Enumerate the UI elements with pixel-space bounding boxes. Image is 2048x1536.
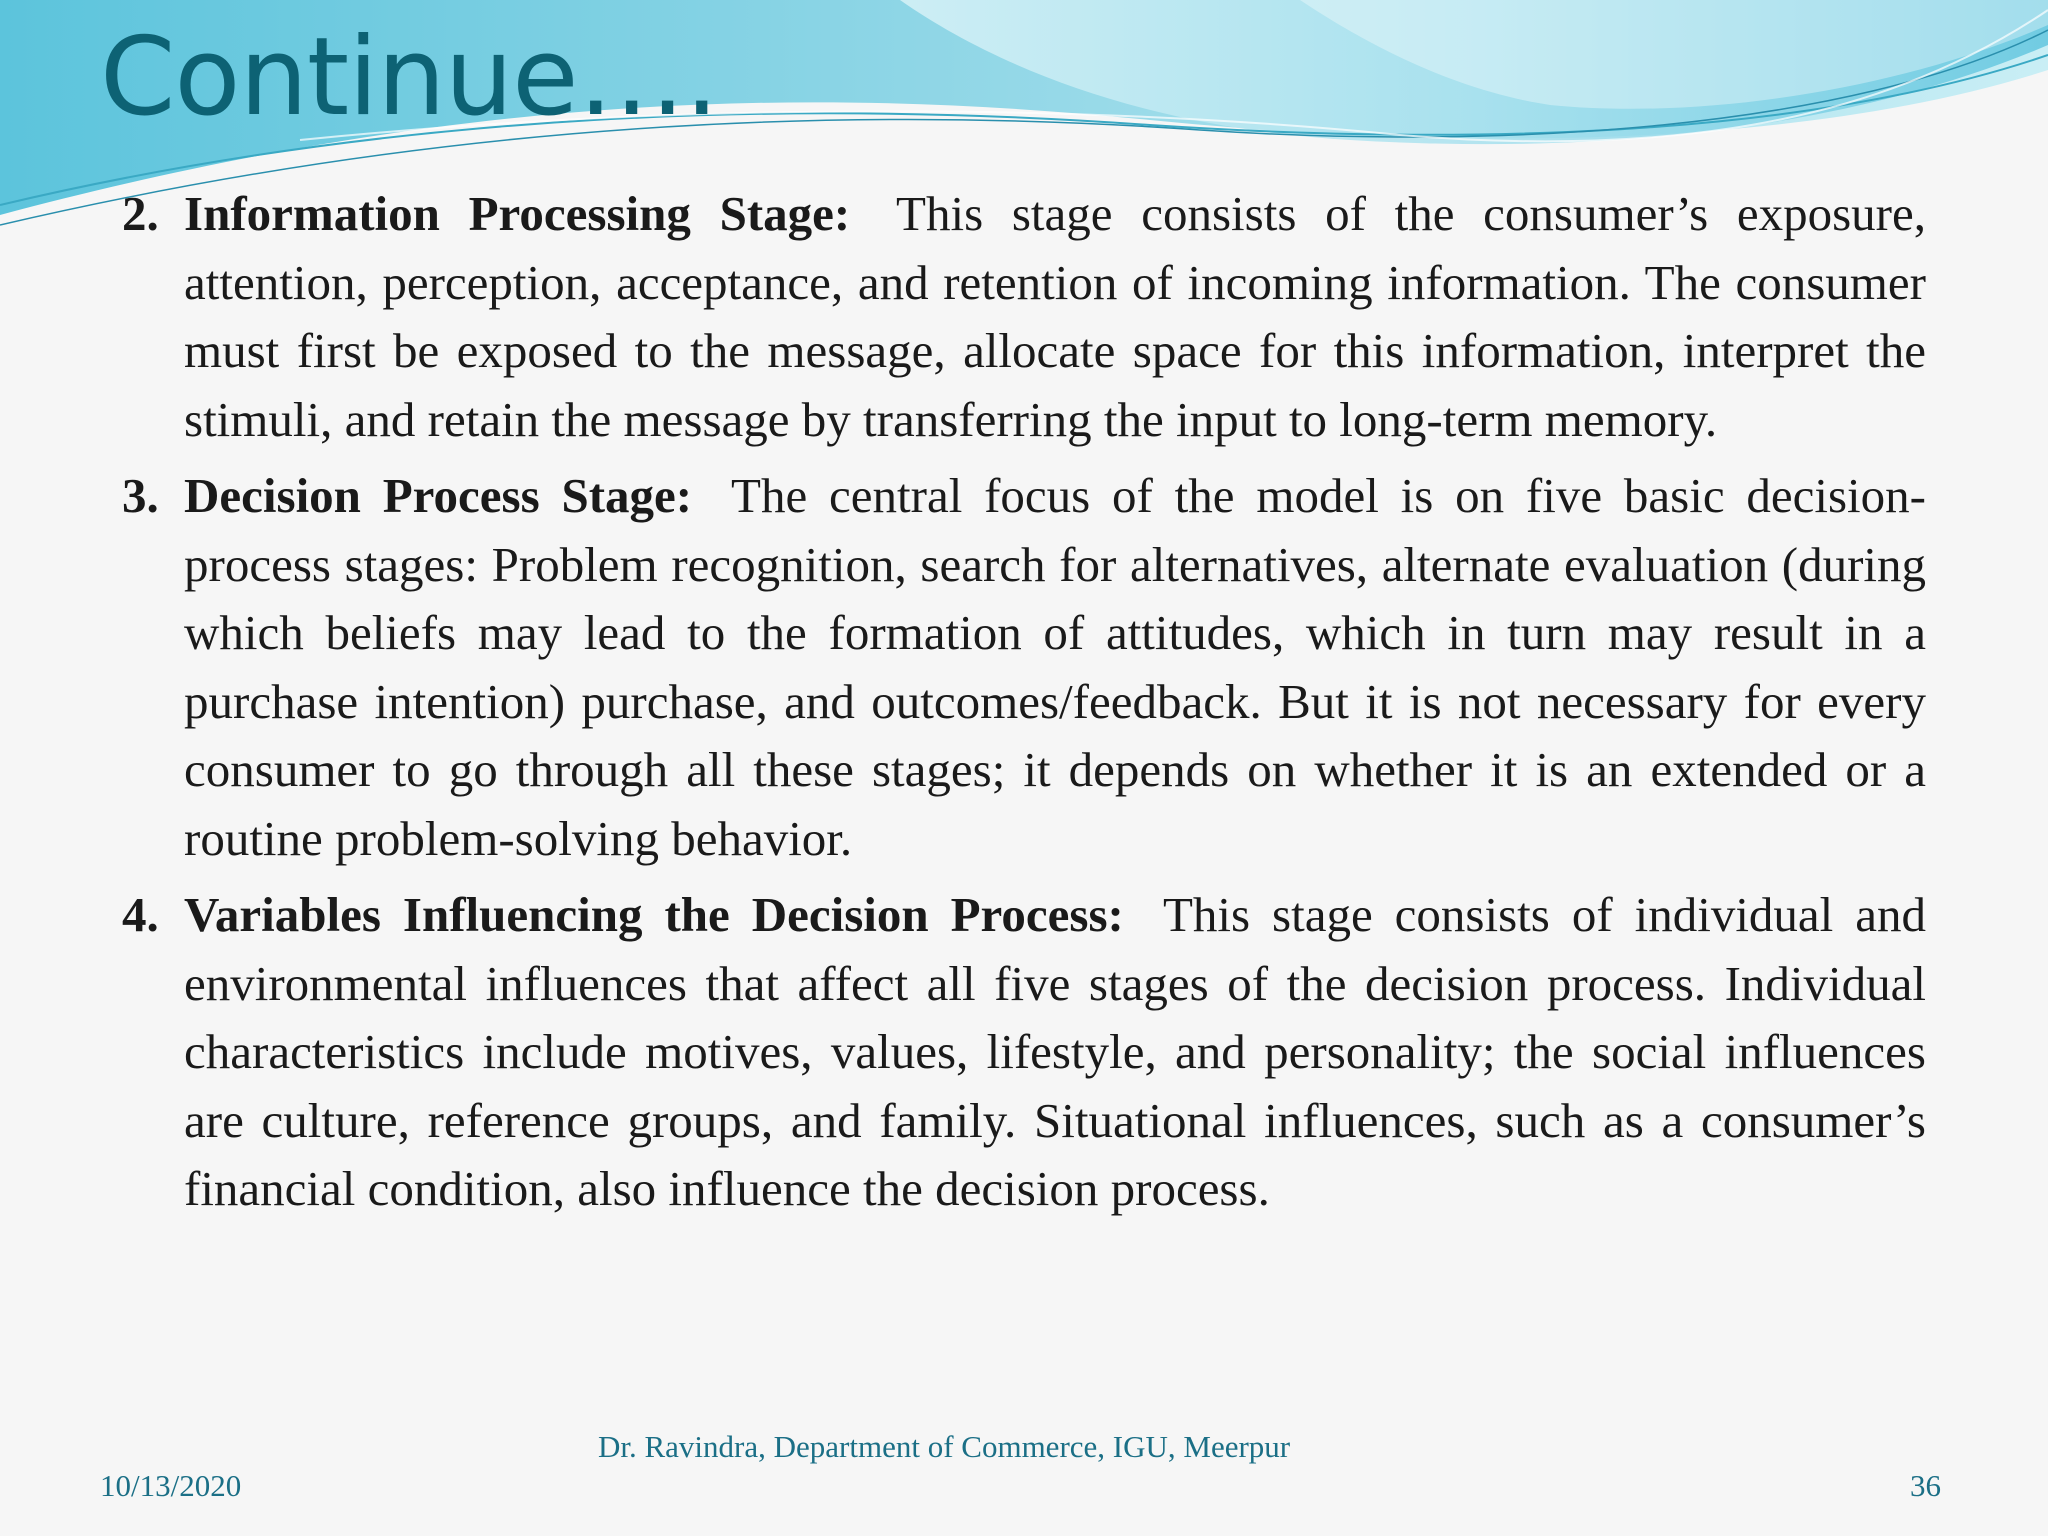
item-text: This stage consists of individual and environmental influences that affect all five stages of the decision process. Individual characteristics include motives, values, lifestyle, and personality; the social influences are culture, reference groups, and family. Situational influences, such as a consumer’s financial condition, also influence the decision process. [184, 887, 1927, 1216]
slide-content [122, 180, 1926, 1232]
item-heading: Decision Process Stage: [184, 468, 693, 523]
item-number: 3. [122, 468, 159, 523]
item-number: 4. [122, 887, 159, 942]
slide-title: Continue…. [100, 15, 718, 140]
item-heading: Variables Influencing the Decision Process: [184, 887, 1124, 942]
item-text: The central focus of the model is on five basic decision-process stages: Problem recognition, search for alternatives, alternate evaluation (during which beliefs may lead to the formation of attitudes, which in turn may result in a purchase intention) purchase, and outcomes/feedback. But it is not necessary for every consumer to go through all these stages; it depends on whether it is an extended or a routine problem-solving behavior. [184, 468, 1926, 866]
list-item [122, 881, 1926, 1224]
list-item [122, 180, 1926, 454]
footer-date: 10/13/2020 [100, 1468, 242, 1503]
footer-author: Dr. Ravindra, Department of Commerce, IGU, Meerpur [598, 1429, 1291, 1464]
item-text: This stage consists of the consumer’s exposure, attention, perception, acceptance, and retention of incoming information. The consumer must first be exposed to the message, allocate space for this information, interpret the stimuli, and retain the message by transferring the input to long-term memory. [184, 186, 1926, 447]
list-item [122, 462, 1926, 873]
item-number: 2. [122, 186, 159, 241]
item-heading: Information Processing Stage: [184, 186, 851, 241]
page-number: 36 [1910, 1468, 1941, 1503]
